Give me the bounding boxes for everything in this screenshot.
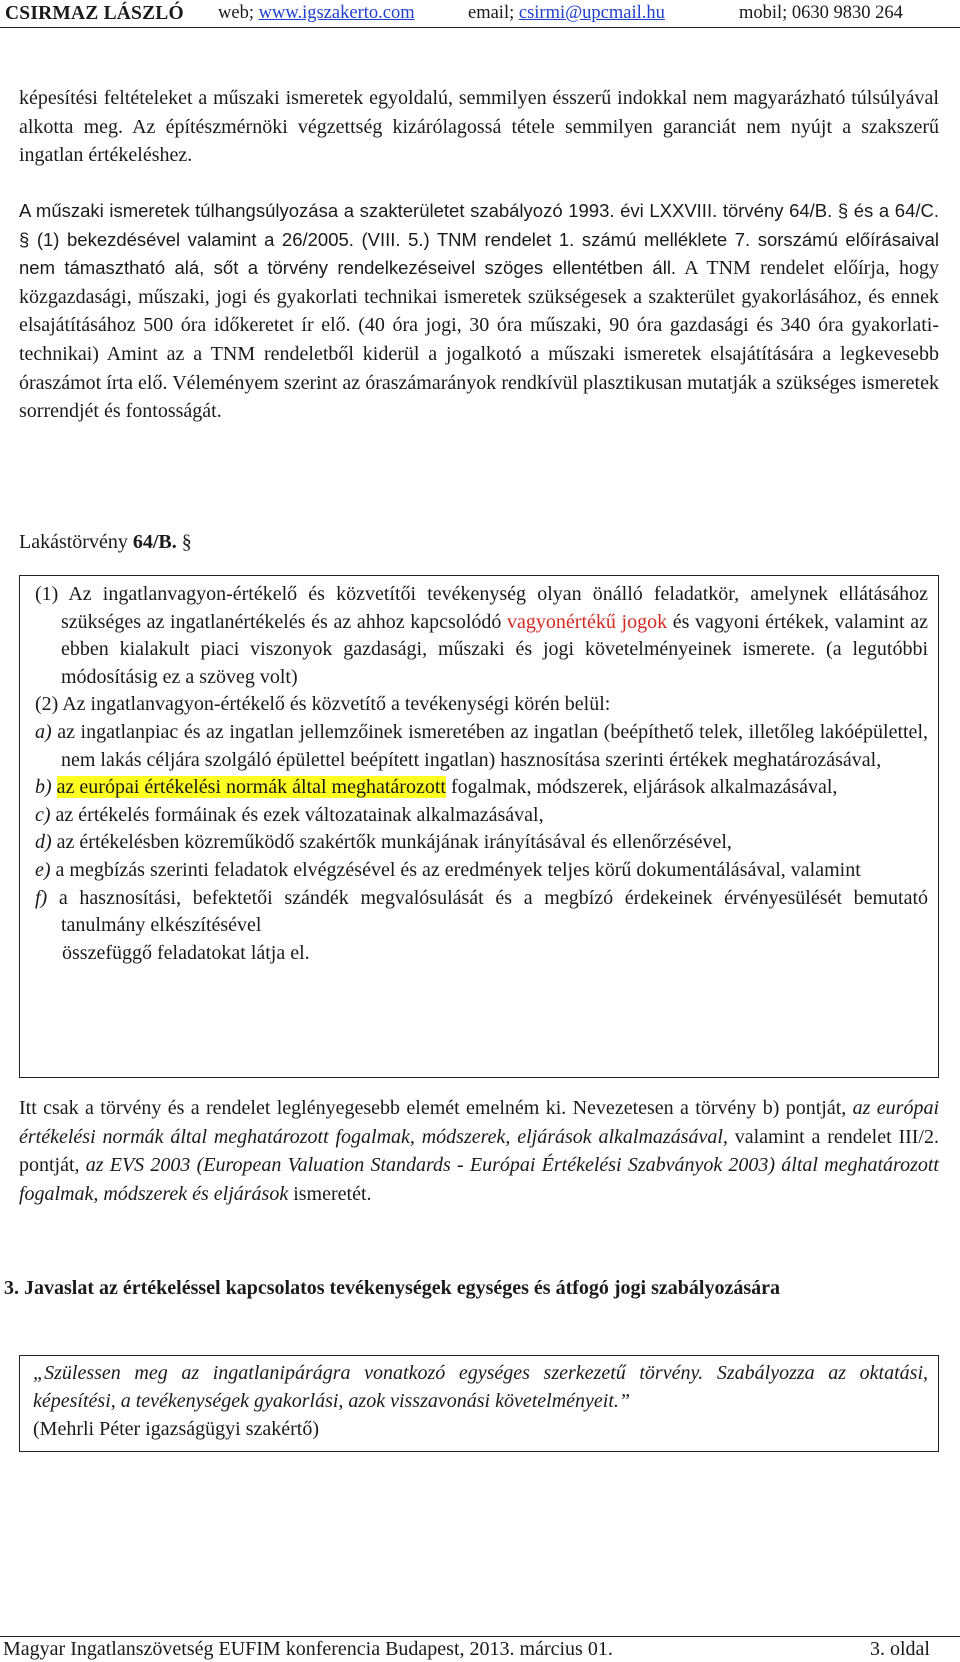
- paragraph-2-law-reference: A műszaki ismeretek túlhangsúlyozása a szakterületet szabályozó 1993. évi LXXVIII. törvény 64/B. § és a 64/C. § (1) bekezdésével valamint a 26/2005. (VIII. 5.) TNM rendelet 1. számú melléklete 7. sorszámú előírásaival nem támasztható alá, sőt a törvény rendelkezéseivel szöges ellentétben áll.: [19, 200, 939, 279]
- email-label: email;: [468, 3, 515, 23]
- item-d-text: az értékelésben közreműködő szakértők munkájának irányításával és ellenőrzésével,: [51, 831, 732, 854]
- property-rights-term: vagyonértékű jogok: [507, 610, 668, 633]
- law-title-prefix: Lakástörvény: [19, 531, 133, 553]
- paragraph-3-italic-2: az EVS 2003 (European Valuation Standards - Európai Értékelési Szabványok 2003) által meghatározott fogalmak, módszerek és eljárások: [19, 1154, 939, 1205]
- law-item-1-text: (1) Az ingatlanvagyon-értékelő és közvetítői tevékenység olyan önálló feladatkör, amelynek ellátásához szükséges az ingatlanértékelés és az ahhoz kapcsolódó: [35, 583, 928, 633]
- item-b-label: b): [35, 776, 52, 799]
- paragraph-1: képesítési feltételeket a műszaki ismeretek egyoldalú, semmilyen ésszerű indokkal nem magyarázható túlsúlyával alkotta meg. Az építészmérnöki végzettség kizárólagossá tétele semmilyen garanciát nem nyújt a szakszerű ingatlan értékeléshez.: [19, 87, 939, 167]
- law-title-section: 64/B.: [132, 531, 177, 553]
- law-item-2: (2) Az ingatlanvagyon-értékelő és közvetítő a tevékenységi körén belül:: [35, 693, 611, 716]
- item-a-text: az ingatlanpiac és az ingatlan jellemzőinek ismeretében az ingatlan (beépíthető telek, illetőleg lakóépülettel, nem lakás céljára szolgáló épülettel beépített ingatlan) hasznosítása szerinti értékek meghatározásával,: [51, 720, 928, 771]
- item-f-text: a hasznosítási, befektetői szándék megvalósulását és a megbízó érdekeinek érvényesülését bemutató tanulmány elkészítésével: [47, 886, 928, 937]
- paragraph-3-text-3: ismeretét.: [288, 1182, 372, 1205]
- section-3-heading: [4, 1273, 939, 1303]
- quote-box: [19, 1355, 939, 1452]
- web-label: web;: [218, 3, 254, 23]
- paragraph-2: [19, 197, 939, 426]
- law-item-a: [20, 719, 928, 774]
- item-b-text: fogalmak, módszerek, eljárások alkalmazásával,: [445, 776, 838, 799]
- law-closing: összefüggő feladatokat látja el.: [62, 941, 310, 964]
- paragraph-3-italic-1: az európai értékelési normák által meghatározott fogalmak, módszerek, eljárások alkalmazásával: [19, 1097, 939, 1148]
- law-item-d: [20, 829, 928, 857]
- law-text-box: [19, 575, 939, 1078]
- author-name: CSIRMAZ LÁSZLÓ: [5, 3, 184, 24]
- law-item-e: [20, 857, 928, 885]
- section-title: Javaslat az értékeléssel kapcsolatos tevékenységek egységes és átfogó jogi szabályozására: [24, 1277, 780, 1299]
- paragraph-3: [19, 1094, 939, 1208]
- item-c-text: az értékelés formáinak és ezek változatainak alkalmazásával,: [50, 803, 544, 826]
- page-number: 3. oldal: [870, 1638, 930, 1660]
- paragraph-2-tnm: A TNM rendelet előírja, hogy közgazdasági, műszaki, jogi és gyakorlati technikai ismeretek szükségesek a szakterület gyakorlásához, és ennek elsajátításához 500 óra időkeretet ír elő. (40 óra jogi, 30 óra műszaki, 90 óra gazdasági és 340 óra gyakorlati-technikai) Amint az a TNM rendeletből kiderül a jogalkotó a műszaki ismeretek elsajátítására a legkevesebb óraszámot írta elő. Véleményem szerint az óraszámarányok rendkívül plasztikusan mutatják a szükséges ismeretek sorrendjét és fontosságát.: [19, 257, 939, 423]
- quote-text: [33, 1359, 928, 1415]
- item-e-text: a megbízás szerinti feladatok elvégzésével és az eredmények teljes körű dokumentálásával, valamint: [50, 858, 861, 881]
- item-d-label: d): [35, 831, 52, 854]
- law-title-symbol: §: [176, 531, 192, 553]
- paragraph-3-text-1: Itt csak a törvény és a rendelet leglényegesebb elemét emelném ki. Nevezetesen a törvény b) pontját,: [19, 1097, 853, 1119]
- item-a-label: a): [35, 720, 52, 743]
- quote-italic: „Szülessen meg az ingatlanipárágra vonatkozó egységes szerkezetű törvény. Szabályozza az oktatási, képesítési, a tevékenységek gyakorlási, azok visszavonási követelményeit.”: [33, 1362, 928, 1412]
- page-footer: [0, 1636, 960, 1662]
- website-link[interactable]: www.igszakerto.com: [258, 3, 415, 23]
- page-header: [0, 0, 960, 28]
- highlighted-phrase: az európai értékelési normák által meghatározott: [56, 776, 446, 799]
- section-number: 3.: [4, 1277, 19, 1299]
- item-c-label: c): [35, 803, 51, 826]
- paragraph-3-text-2: , valamint a rendelet III/2. pontját,: [19, 1125, 939, 1176]
- email-contact: [468, 0, 665, 27]
- law-item-1-rest: és vagyoni értékek, valamint az ebben kialakult piaci viszonyok gazdasági, műszaki és jogi követelményeinek ismerete. (a legutóbbi módosításig ez a szöveg volt): [61, 610, 929, 688]
- law-item-f: [20, 885, 928, 940]
- web-contact: [218, 0, 415, 27]
- law-title: [19, 528, 939, 557]
- email-link[interactable]: csirmi@upcmail.hu: [518, 3, 665, 23]
- law-item-c: [20, 802, 928, 830]
- item-f-label: f): [35, 886, 48, 909]
- quote-author: (Mehrli Péter igazságügyi szakértő): [33, 1418, 320, 1440]
- footer-conference: Magyar Ingatlanszövetség EUFIM konferencia Budapest, 2013. március 01.: [3, 1638, 613, 1660]
- law-item-b: [20, 774, 928, 802]
- item-e-label: e): [35, 858, 51, 881]
- mobile-contact: mobil; 0630 9830 264: [739, 3, 903, 23]
- law-item-1: [20, 581, 928, 691]
